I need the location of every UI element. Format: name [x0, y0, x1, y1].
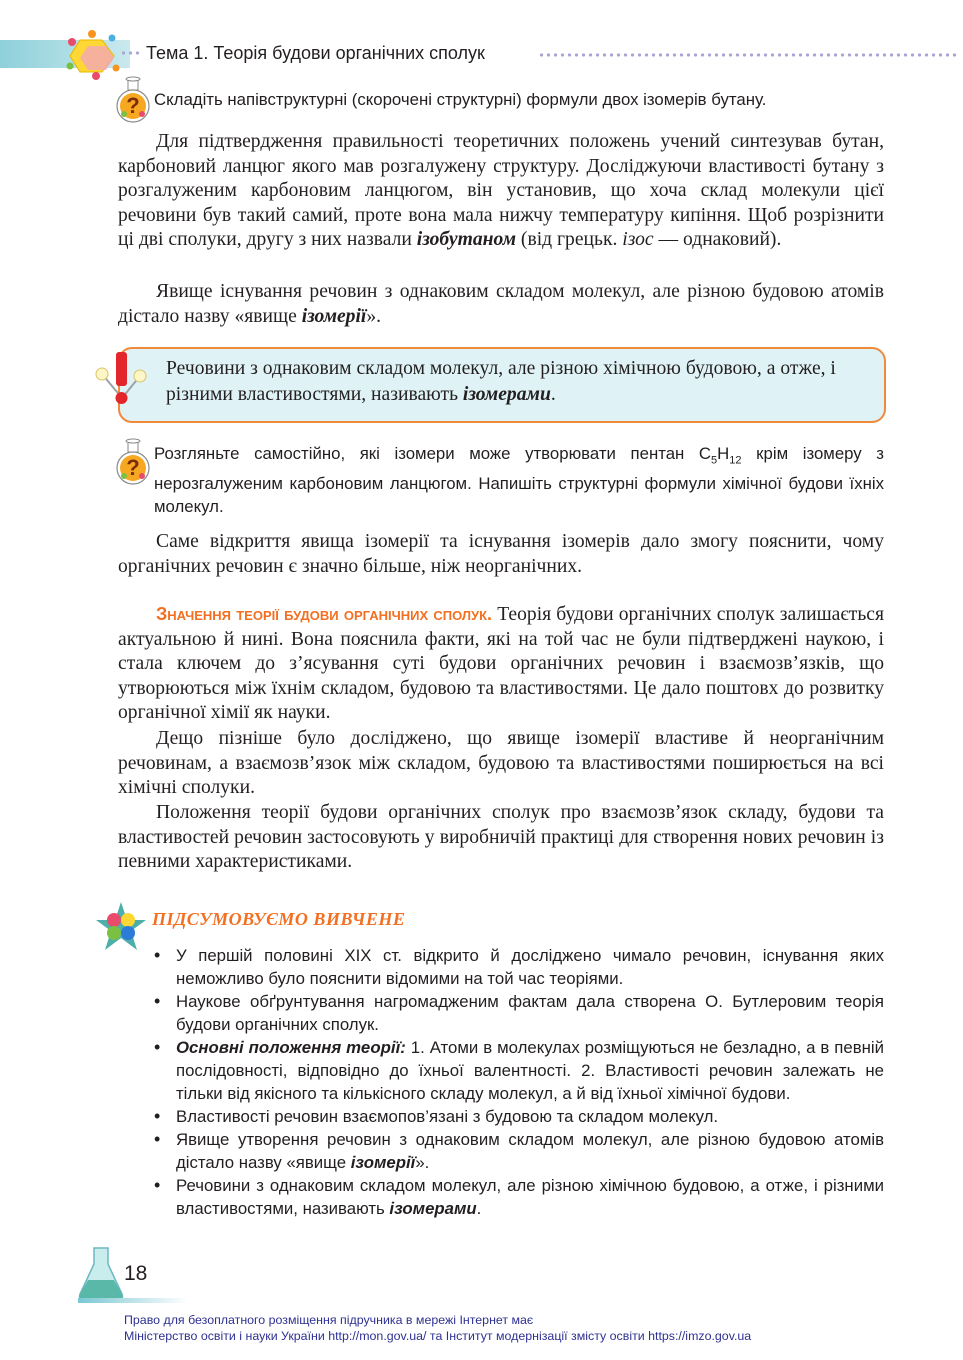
- summary-item-5-text-2: ».: [415, 1153, 430, 1172]
- paragraph-2: [118, 280, 884, 329]
- molecule-decoration-icon: [62, 28, 124, 80]
- subscript-5: 5: [711, 454, 718, 467]
- footer-license-line-2: Міністерство освіти і науки України http://mon.gov.ua/ та Інститут модернізації змісту освіти https://imzo.gov.ua: [124, 1329, 752, 1343]
- question-flask-icon: [114, 76, 152, 124]
- summary-term-isomers: ізомерами: [389, 1199, 477, 1218]
- header-dots-right: [538, 53, 958, 57]
- summary-item-5: [152, 1128, 884, 1174]
- task-2-text-1: Розгляньте самостійно, які ізомери може утворювати пентан C: [154, 444, 712, 463]
- task-2-text-2: крім ізомеру з нерозгалуженим карбоновим ланцюгом. Напишіть структурні формули хімічної будови їхніх молекул.: [154, 444, 884, 517]
- paragraph-1: [118, 130, 884, 253]
- definition-text-1: Речовини з однаковим складом молекул, але різною хімічною будовою, а отже, і різними властивостями, називають: [166, 358, 836, 405]
- flask-icon: [76, 1246, 126, 1302]
- subscript-12: 12: [729, 454, 742, 467]
- footer-license-line-1: Право для безоплатного розміщення підручника в мережі Інтернет має: [124, 1313, 534, 1327]
- summary-list: [152, 944, 884, 1220]
- paragraph-4-text: Теорія будови органічних сполук залишається актуальною й нині. Вона пояснила факти, які на той час не були підтверджені наукою, і стала ключем до з’ясування суті будови органічних речовин і взаємозв’язків, що утворюються між їхнім складом, будовою та властивостями. Це дало поштовх до розвитку органічної хімії як науки.: [118, 604, 884, 723]
- paragraph-2-text: Явище існування речовин з однаковим складом молекул, але різною будовою атомів дістало назву «явище: [118, 281, 884, 327]
- exclamation-molecule-icon: [92, 348, 150, 414]
- paragraph-5: [118, 727, 884, 801]
- term-isomerism: ізомерії: [301, 305, 367, 327]
- summary-item-3-text: 1. Атоми в молекулах розміщуються не безладно, а в певній послідовності, відповідно до їхньої валентності. 2. Властивості речовин залежать не тільки від якісного та кількісного складу молекул, а й від їхньої хімічної будови.: [176, 1038, 884, 1103]
- summary-item-1: • У першій половині XIX ст. відкрито й досліджено чимало речовин, існування яких неможливо було пояснити відомими на той час теоріями.: [152, 944, 884, 990]
- summary-item-4: • Властивості речовин взаємопов’язані з будовою та складом молекул.: [152, 1105, 884, 1128]
- term-isos: ізос: [622, 229, 654, 250]
- paragraph-3: [118, 530, 884, 579]
- task-2-text: [154, 442, 884, 518]
- chapter-title: Тема 1. Теорія будови органічних сполук: [146, 43, 485, 63]
- term-isobutane: ізобутаном: [416, 229, 517, 250]
- page-number: 18: [124, 1262, 148, 1285]
- summary-title: ПІДСУМОВУЄМО ВИВЧЕНЕ: [152, 909, 406, 929]
- summary-item-3-heading: Основні положення теорії:: [176, 1038, 406, 1057]
- term-isomers: ізомерами: [462, 384, 551, 405]
- svg-text:?: ?: [126, 93, 140, 118]
- summary-item-6: [152, 1174, 884, 1220]
- summary-term-isomerism: ізомерії: [350, 1153, 416, 1172]
- summary-item-3: [152, 1036, 884, 1105]
- summary-item-6-text-2: .: [476, 1199, 482, 1218]
- section-heading: Значення теорії будови органічних сполук.: [156, 604, 493, 624]
- paragraph-3-text: Саме відкриття явища ізомерії та існування ізомерів дало змогу пояснити, чому органічних речовин є значно більше, ніж неорганічних.: [118, 531, 884, 577]
- paragraph-1-text-3: — однаковий).: [653, 229, 782, 250]
- paragraph-1-text-2: (від грецьк.: [516, 229, 623, 250]
- definition-text-2: .: [550, 384, 556, 405]
- footer-band: [78, 1298, 188, 1303]
- summary-molecule-icon: [94, 900, 148, 954]
- task-1-text: Складіть напівструктурні (скорочені структурні) формули двох ізомерів бутану.: [154, 90, 767, 109]
- summary-item-5-text: Явище утворення речовин з однаковим складом молекул, але різною будовою атомів дістало назву «явище: [176, 1130, 884, 1172]
- paragraph-4: [118, 602, 884, 726]
- task-2-h: H: [717, 444, 730, 463]
- paragraph-1-text: Для підтвердження правильності теоретичних положень учений синтезував бутан, карбоновий ланцюг якого мав розгалужену структуру. Досліджуючи властивості бутану з розгалуженим карбоновим ланцюгом, він установив, що хоча склад молекули цієї речовини був такий самий, проте вона мала нижчу температуру кипіння. Щоб розрізнити ці дві сполуки, другу з них назвали: [118, 131, 884, 250]
- paragraph-2-text-2: ».: [366, 305, 382, 327]
- summary-item-6-text: Речовини з однаковим складом молекул, але різною хімічною будовою, а отже, і різними властивостями, називають: [176, 1176, 884, 1218]
- definition-text: [166, 356, 866, 408]
- summary-item-2: • Наукове обґрунтування нагромадженим фактам дала створена О. Бутлеровим теорія будови органічних сполук.: [152, 990, 884, 1036]
- question-flask-icon: [114, 438, 152, 486]
- paragraph-5-text: Дещо пізніше було досліджено, що явище ізомерії властиве й неорганічним речовинам, а взаємозв’язок між складом, будовою та властивостями поширюється на всі хімічні сполуки.: [118, 728, 884, 798]
- svg-text:?: ?: [126, 455, 140, 480]
- paragraph-6-text: Положення теорії будови органічних сполук про взаємозв’язок складу, будови та властивостей речовин застосовують у виробничій практиці для створення нових речовин із певними характеристиками.: [118, 802, 884, 872]
- paragraph-6: [118, 801, 884, 875]
- header-dots-left: [120, 51, 142, 55]
